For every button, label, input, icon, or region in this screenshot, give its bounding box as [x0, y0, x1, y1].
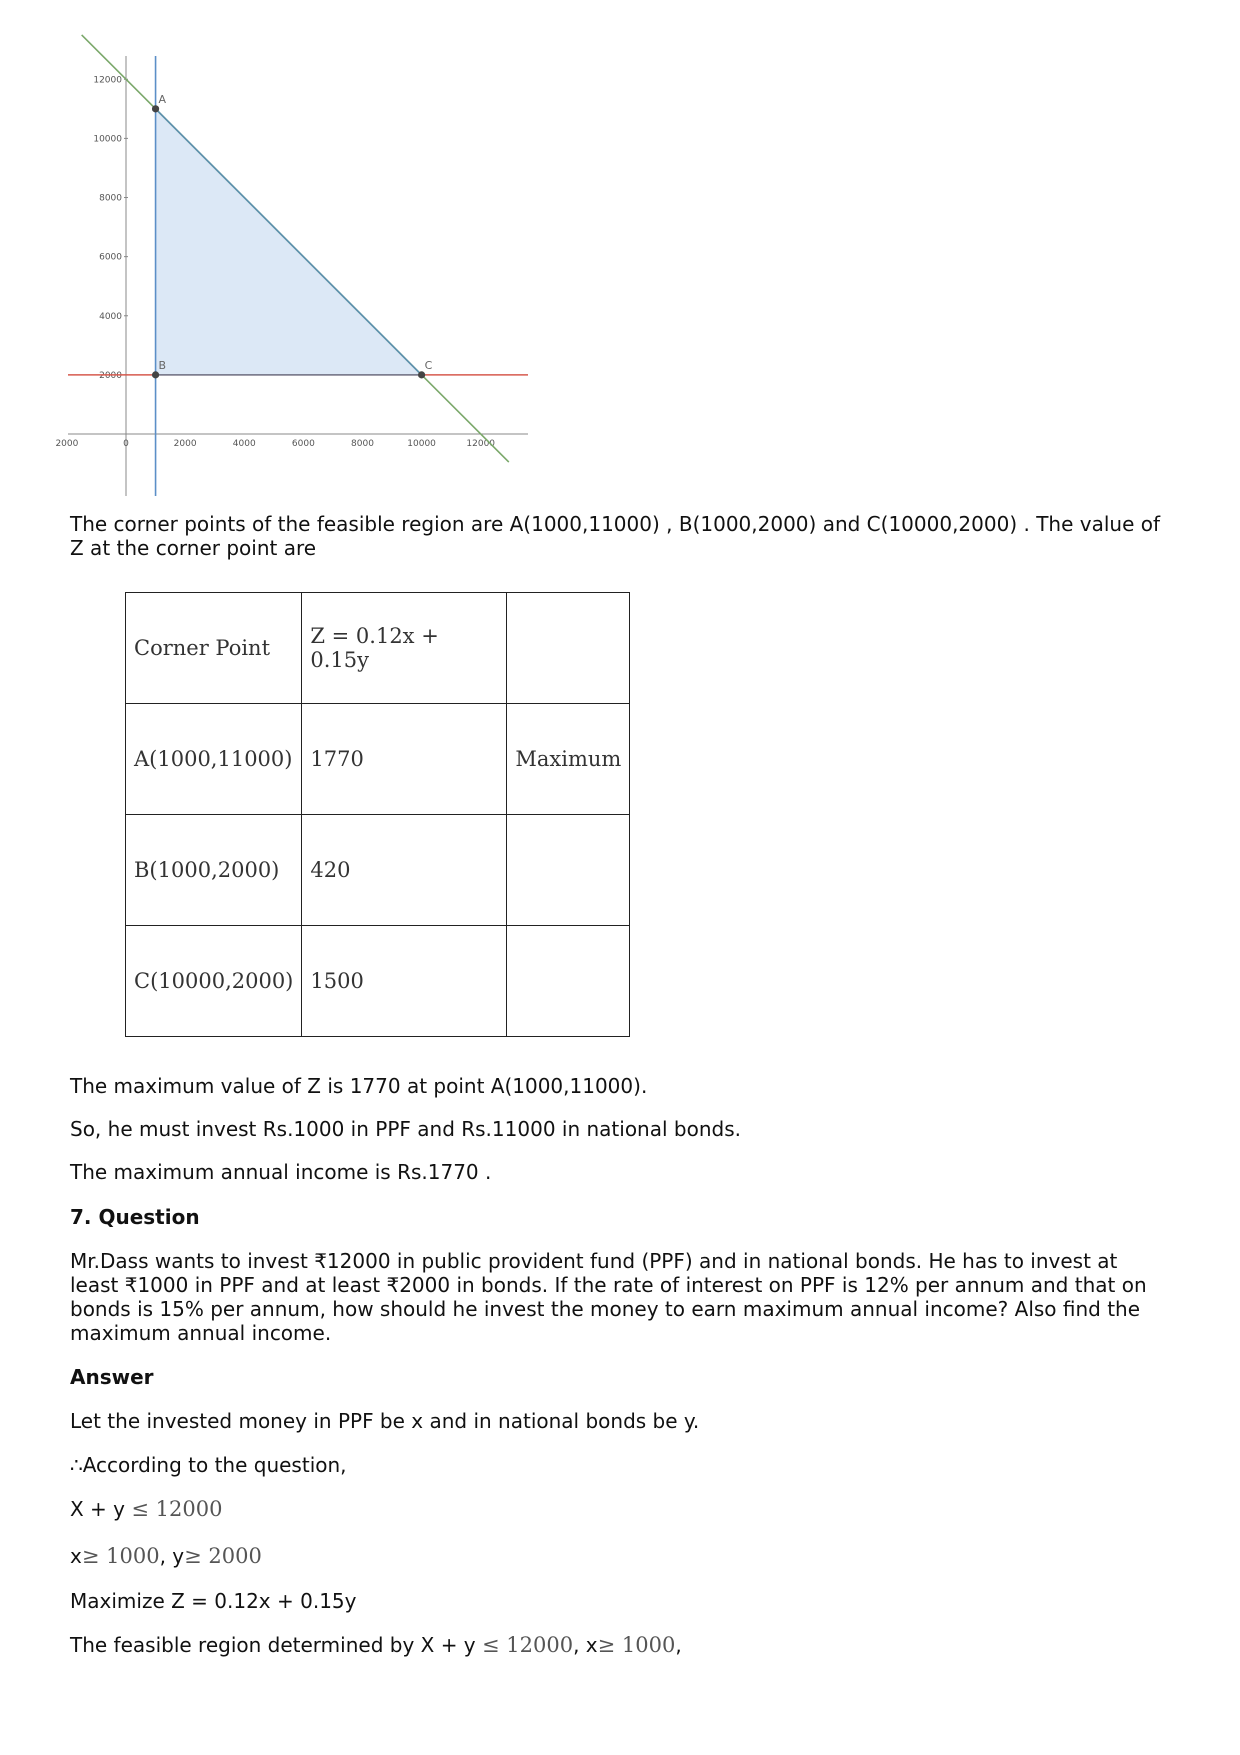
intro-line-2: Z at the corner point are [70, 536, 317, 560]
table-row [126, 926, 630, 1037]
x-tick-label: 2000 [55, 439, 79, 449]
constraint-sum-rhs: ≤ 12000 [131, 1497, 223, 1521]
constraint-sum-lhs: X + y [70, 1497, 126, 1521]
question-line: bonds is 15% per annum, how should he invest the money to earn maximum annual income? Also find the [70, 1297, 1141, 1321]
feasible-region-text [70, 1633, 1180, 1657]
y-tick-label: 6000 [99, 252, 122, 263]
question-text [70, 1249, 1180, 1345]
y-ticks [93, 75, 128, 381]
point-label-c: C [424, 358, 433, 372]
header-corner-point: Corner Point [126, 593, 302, 704]
fr-mid: , x [573, 1633, 598, 1657]
corner-point-a [152, 105, 159, 112]
fr-math-1: ≤ 12000 [482, 1633, 574, 1657]
header-z-expression: Z = 0.12x + 0.15y [302, 593, 507, 704]
y-tick-label: 8000 [99, 193, 122, 204]
row-note [507, 815, 630, 926]
table-row [126, 704, 630, 815]
corner-point-table [125, 592, 630, 1037]
row-note [507, 926, 630, 1037]
table-header-row [126, 593, 630, 704]
row-z-value: 1770 [302, 704, 507, 815]
x-tick-label: 2000 [173, 439, 197, 449]
fr-end: , [675, 1633, 682, 1657]
intro-text [70, 512, 1180, 560]
corner-point-b [152, 371, 159, 378]
y-tick-label: 2000 [99, 370, 122, 381]
x-tick-label: 6000 [291, 439, 315, 449]
constraint-separator: , y [159, 1544, 185, 1568]
corner-point-c [418, 371, 425, 378]
y-tick-label: 10000 [93, 134, 122, 145]
question-line: maximum annual income. [70, 1321, 332, 1345]
y-tick-label: 12000 [93, 75, 122, 86]
x-ticks [55, 439, 495, 449]
according-text: ∴According to the question, [70, 1453, 347, 1477]
income-text: The maximum annual income is Rs.1770 . [70, 1160, 492, 1184]
feasible-region-graph [55, 56, 528, 496]
question-heading: 7. Question [70, 1205, 200, 1229]
x-tick-label: 0 [123, 439, 129, 449]
x-tick-label: 10000 [407, 439, 436, 449]
question-line: Mr.Dass wants to invest ₹12000 in public provident fund (PPF) and in national bonds. He has to invest at [70, 1249, 1118, 1273]
row-point: C(10000,2000) [126, 926, 302, 1037]
constraint-bounds [70, 1544, 1180, 1568]
y-tick-label: 4000 [99, 311, 122, 322]
constraint-x-lhs: x [70, 1544, 82, 1568]
max-value-text: The maximum value of Z is 1770 at point A(1000,11000). [70, 1074, 648, 1098]
intro-line-1: The corner points of the feasible region are A(1000,11000) , B(1000,2000) and C(10000,2000) . The value of [70, 512, 1161, 536]
row-z-value: 420 [302, 815, 507, 926]
constraint-sum [70, 1497, 1180, 1521]
point-label-a: A [158, 92, 167, 106]
constraint-x-rhs: ≥ 1000 [81, 1544, 160, 1568]
answer-heading: Answer [70, 1365, 154, 1389]
x-tick-label: 8000 [351, 439, 374, 449]
x-tick-label: 12000 [466, 439, 496, 449]
point-label-b: B [158, 358, 167, 372]
question-line: least ₹1000 in PPF and at least ₹2000 in bonds. If the rate of interest on PPF is 12% per annum and that on [70, 1273, 1147, 1297]
table-row [126, 815, 630, 926]
invest-text: So, he must invest Rs.1000 in PPF and Rs.11000 in national bonds. [70, 1117, 741, 1141]
header-empty [507, 593, 630, 704]
let-text: Let the invested money in PPF be x and in national bonds be y. [70, 1409, 700, 1433]
fr-text: The feasible region determined by X + y [70, 1633, 476, 1657]
row-note: Maximum [507, 704, 630, 815]
row-point: B(1000,2000) [126, 815, 302, 926]
fr-math-2: ≥ 1000 [597, 1633, 676, 1657]
maximize-text: Maximize Z = 0.12x + 0.15y [70, 1589, 357, 1613]
row-point: A(1000,11000) [126, 704, 302, 815]
row-z-value: 1500 [302, 926, 507, 1037]
constraint-y-rhs: ≥ 2000 [184, 1544, 262, 1568]
x-tick-label: 4000 [232, 439, 256, 449]
